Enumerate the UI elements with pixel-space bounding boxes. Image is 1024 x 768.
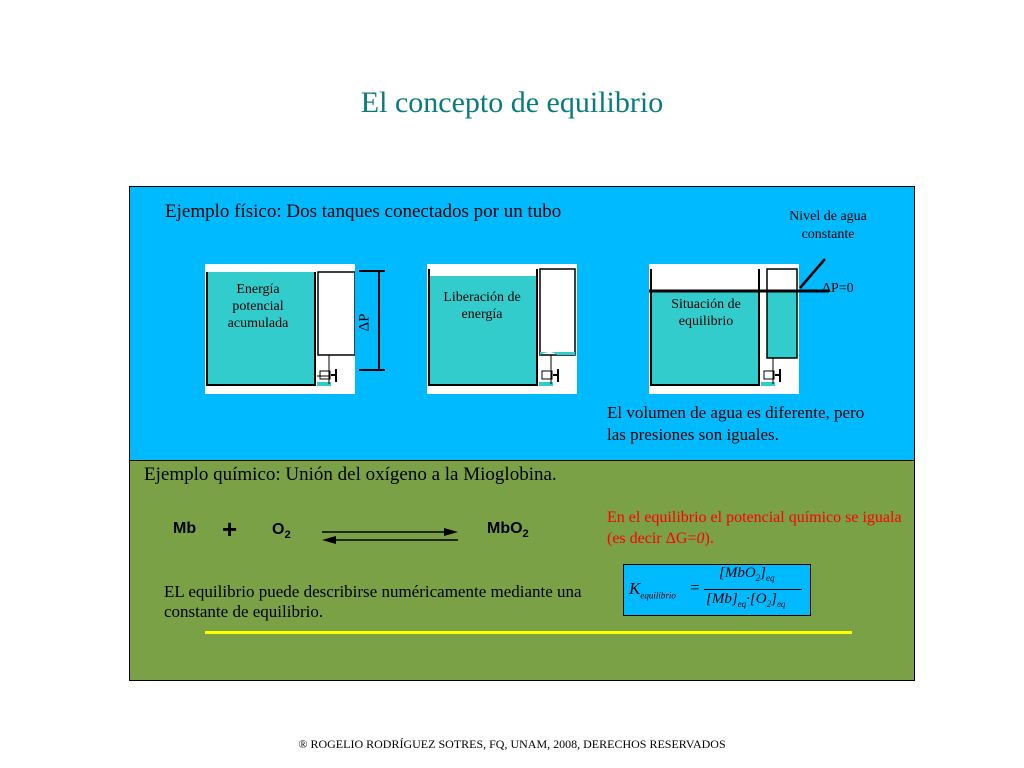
tank-1-label: Energía potencial acumulada xyxy=(227,282,289,331)
plus-sign: + xyxy=(222,514,238,544)
volume-note: El volumen de agua es diferente, pero las presiones son iguales. xyxy=(607,403,865,444)
tank-3-label: Situación de equilibrio xyxy=(671,297,741,329)
mbo2-label: MbO$_2$ xyxy=(487,520,529,541)
tank-3-right-water xyxy=(767,292,797,358)
page-title: El concepto de equilibrio xyxy=(360,86,664,119)
o2-label: $O_2$ xyxy=(272,521,291,542)
tank-2-right-tank xyxy=(540,269,575,355)
formula-denominator: $[Mb]_{eq}\cdot[O_2]_{eq}$ xyxy=(706,591,786,609)
nivel-agua-label: Nivel de agua constante xyxy=(789,209,867,242)
yellow-divider-line xyxy=(205,631,852,634)
formula-k: $K_{equilibrio}$ xyxy=(629,579,676,601)
tank-2-drawing xyxy=(427,264,577,394)
formula-fraction-bar xyxy=(704,589,802,590)
tank-diagram-2 xyxy=(427,264,577,394)
formula-numerator: $[MbO_2]_{eq}$ xyxy=(719,565,775,583)
delta-p-zero-label: ΔP=0 xyxy=(822,281,854,296)
equilibrium-constant-formula xyxy=(623,564,811,616)
tank-2-label: Liberación de energía xyxy=(443,290,521,322)
equilibrium-red-note: En el equilibrio el potencial químico se iguala (es decir ΔG=0). xyxy=(607,509,902,547)
formula-equals: = xyxy=(690,578,700,597)
tank-1-right-tank xyxy=(318,272,355,355)
equilibrium-arrows-icon xyxy=(320,526,460,546)
mb-label: Mb xyxy=(173,520,197,537)
copyright-footer: ® ROGELIO RODRÍGUEZ SOTRES, FQ, UNAM, 2008, DERECHOS RESERVADOS xyxy=(298,737,726,751)
equilibrium-constant-note: EL equilibrio puede describirse numéricamente mediante una constante de equilibrio. xyxy=(164,582,582,621)
delta-p-label: ΔP xyxy=(356,313,373,332)
physical-heading: Ejemplo físico: Dos tanques conectados por un tubo xyxy=(165,201,562,222)
chemical-heading: Ejemplo químico: Unión del oxígeno a la Mioglobina. xyxy=(144,464,557,485)
